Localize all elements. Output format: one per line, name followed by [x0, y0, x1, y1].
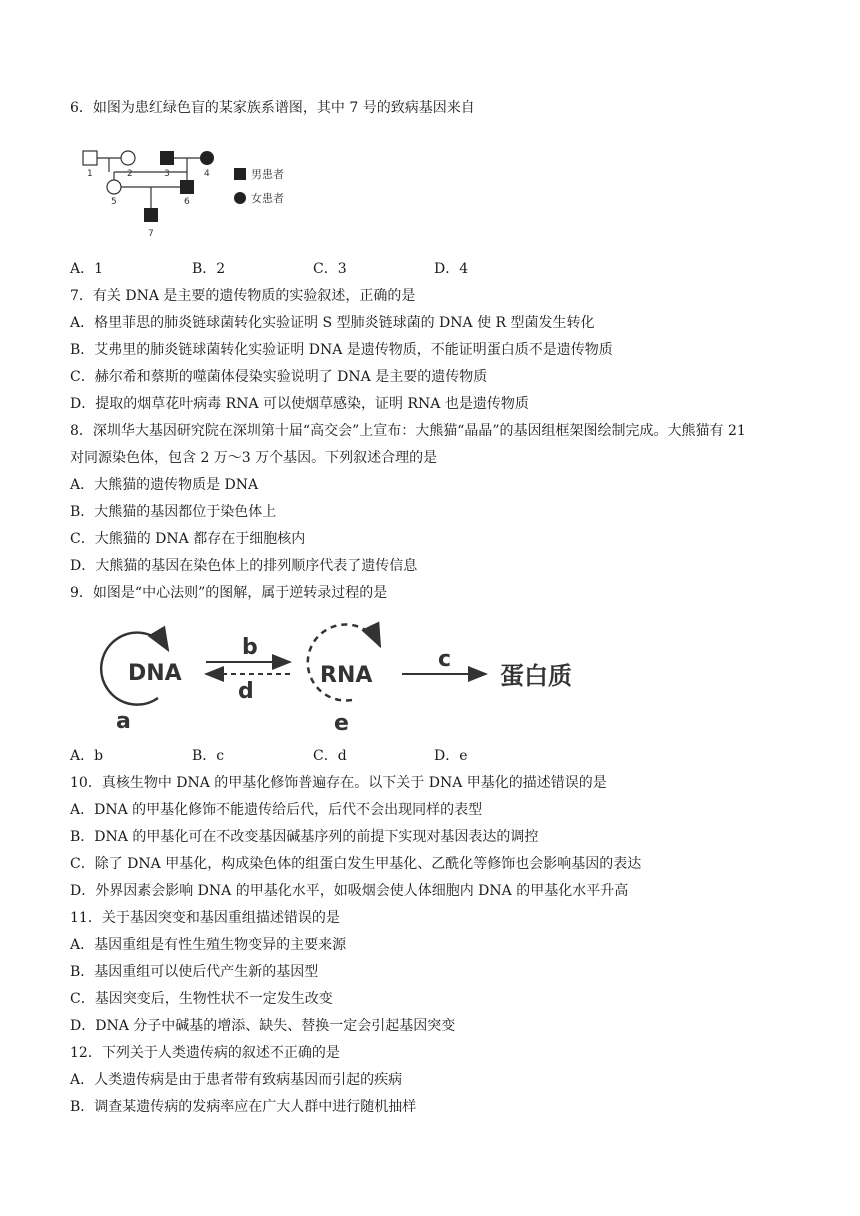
q6-option-a: A．1: [70, 261, 104, 277]
q6-option-d: D．4: [434, 261, 469, 277]
q6-option-c: C．3: [313, 261, 347, 277]
q7-option-b: B．艾弗里的肺炎链球菌转化实验证明 DNA 是遗传物质，不能证明蛋白质不是遗传物质: [70, 342, 613, 358]
q9-option-c: C．d: [313, 748, 347, 764]
q10-option-a: A．DNA 的甲基化修饰不能遗传给后代，后代不会出现同样的表型: [70, 802, 483, 818]
label-a: a: [116, 709, 131, 734]
node-dna: DNA: [128, 661, 182, 686]
q8-option-c: C．大熊猫的 DNA 都存在于细胞核内: [70, 531, 306, 547]
q9-option-a: A．b: [70, 748, 104, 764]
q6-stem: 6．如图为患红绿色盲的某家族系谱图，其中 7 号的致病基因来自: [70, 100, 475, 116]
label-3: 3: [164, 169, 170, 179]
individual-3-affected-male: [160, 151, 174, 165]
node-rna: RNA: [320, 663, 373, 688]
q10-option-d: D．外界因素会影响 DNA 的甲基化水平，如吸烟会使人体细胞内 DNA 的甲基化水平升高: [70, 883, 629, 899]
q10-option-c: C．除了 DNA 甲基化，构成染色体的组蛋白发生甲基化、乙酰化等修饰也会影响基因的表达: [70, 856, 642, 872]
individual-5-female: [107, 180, 121, 194]
q12-stem: 12．下列关于人类遗传病的叙述不正确的是: [70, 1045, 340, 1061]
q11-option-d: D．DNA 分子中碱基的增添、缺失、替换一定会引起基因突变: [70, 1018, 456, 1034]
q8-stem-line2: 对同源染色体，包含 2 万～3 万个基因。下列叙述合理的是: [70, 450, 438, 466]
q10-option-b: B．DNA 的甲基化可在不改变基因碱基序列的前提下实现对基因表达的调控: [70, 829, 539, 845]
label-c: c: [438, 647, 452, 672]
q6-option-b: B．2: [192, 261, 226, 277]
q8-option-d: D．大熊猫的基因在染色体上的排列顺序代表了遗传信息: [70, 558, 418, 574]
label-6: 6: [184, 197, 190, 207]
label-1: 1: [87, 169, 93, 179]
q8-stem-line1: 8．深圳华大基因研究院在深圳第十届“高交会”上宣布：大熊猫“晶晶”的基因组框架图绘制完成。大熊猫有 21: [70, 423, 746, 439]
individual-7-affected-male: [144, 208, 158, 222]
individual-2-female: [121, 151, 135, 165]
legend-male-label: 男患者: [251, 168, 284, 181]
individual-6-affected-male: [180, 180, 194, 194]
legend-female-label: 女患者: [251, 192, 284, 205]
legend-female-circle-icon: [234, 192, 246, 204]
q9-option-d: D．e: [434, 748, 468, 764]
q7-option-d: D．提取的烟草花叶病毒 RNA 可以使烟草感染，证明 RNA 也是遗传物质: [70, 396, 529, 412]
individual-4-affected-female: [200, 151, 214, 165]
label-e: e: [334, 711, 349, 736]
node-protein: 蛋白质: [500, 662, 572, 690]
pedigree-diagram: [76, 140, 316, 248]
q11-stem: 11．关于基因突变和基因重组描述错误的是: [70, 910, 340, 926]
q7-stem: 7．有关 DNA 是主要的遗传物质的实验叙述，正确的是: [70, 288, 416, 304]
q12-option-b: B．调查某遗传病的发病率应在广大人群中进行随机抽样: [70, 1099, 417, 1115]
label-7: 7: [148, 229, 154, 239]
q8-option-a: A．大熊猫的遗传物质是 DNA: [70, 477, 259, 493]
label-d: d: [238, 679, 254, 704]
individual-1-male: [83, 151, 97, 165]
q10-stem: 10．真核生物中 DNA 的甲基化修饰普遍存在。以下关于 DNA 甲基化的描述错误的是: [70, 775, 607, 791]
central-dogma-diagram: [76, 618, 616, 740]
q9-stem: 9．如图是“中心法则”的图解，属于逆转录过程的是: [70, 585, 388, 601]
legend-male-square-icon: [234, 168, 246, 180]
q8-option-b: B．大熊猫的基因都位于染色体上: [70, 504, 277, 520]
label-2: 2: [127, 169, 133, 179]
q11-option-b: B．基因重组可以使后代产生新的基因型: [70, 964, 319, 980]
q7-option-a: A．格里菲思的肺炎链球菌转化实验证明 S 型肺炎链球菌的 DNA 使 R 型菌发生转化: [70, 315, 595, 331]
q12-option-a: A．人类遗传病是由于患者带有致病基因而引起的疾病: [70, 1072, 403, 1088]
q11-option-c: C．基因突变后，生物性状不一定发生改变: [70, 991, 333, 1007]
q11-option-a: A．基因重组是有性生殖生物变异的主要来源: [70, 937, 347, 953]
label-5: 5: [111, 197, 117, 207]
q7-option-c: C．赫尔希和蔡斯的噬菌体侵染实验说明了 DNA 是主要的遗传物质: [70, 369, 488, 385]
q9-option-b: B．c: [192, 748, 225, 764]
label-4: 4: [204, 169, 210, 179]
label-b: b: [242, 635, 258, 660]
